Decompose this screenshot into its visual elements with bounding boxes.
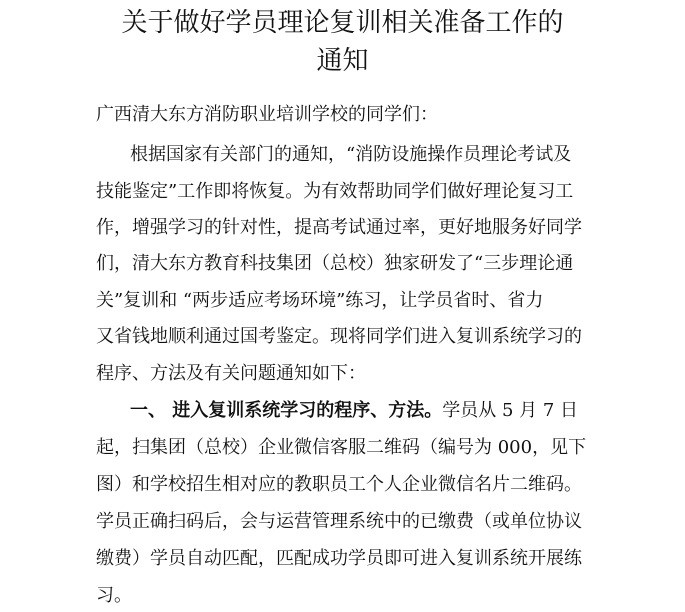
section-1-line: 习。 [96,585,132,606]
paragraph-1-line: 作，增强学习的针对性，提高考试通过率，更好地服务好同学 [96,217,582,238]
salutation: 广西清大东方消防职业培训学校的同学们： [96,104,438,125]
paragraph-1-line: 关”复训和 “两步适应考场环境”练习，让学员省时、省力 [96,290,544,311]
section-1-line: 缴费）学员自动匹配，匹配成功学员即可进入复训系统开展练 [96,548,582,569]
section-1-line: 起，扫集团（总校）企业微信客服二维码（编号为 000，见下 [96,437,587,458]
section-1-line: 学员从 5 月 7 日 [442,400,579,421]
paragraph-1-line: 根据国家有关部门的通知，“消防设施操作员理论考试及 [130,144,572,165]
paragraph-1-line: 技能鉴定”工作即将恢复。为有效帮助同学们做好理论复习工 [96,181,574,202]
paragraph-1-line: 又省钱地顺利通过国考鉴定。现将同学们进入复训系统学习的 [96,326,582,347]
section-1-line: 学员正确扫码后，会与运营管理系统中的已缴费（或单位协议 [96,511,582,532]
section-1-heading: 一、 进入复训系统学习的程序、方法。 [130,400,443,421]
paragraph-1-line: 们，清大东方教育科技集团（总校）独家研发了“三步理论通 [96,253,574,274]
section-1-first-line [130,399,685,423]
document-title-line-1: 关于做好学员理论复训相关准备工作的 [121,8,564,38]
document-title-line-2: 通知 [316,46,369,76]
section-1-line: 图）和学校招生相对应的教职员工个人企业微信名片二维码。 [96,474,582,495]
paragraph-1-line: 程序、方法及有关问题通知如下： [96,363,366,384]
